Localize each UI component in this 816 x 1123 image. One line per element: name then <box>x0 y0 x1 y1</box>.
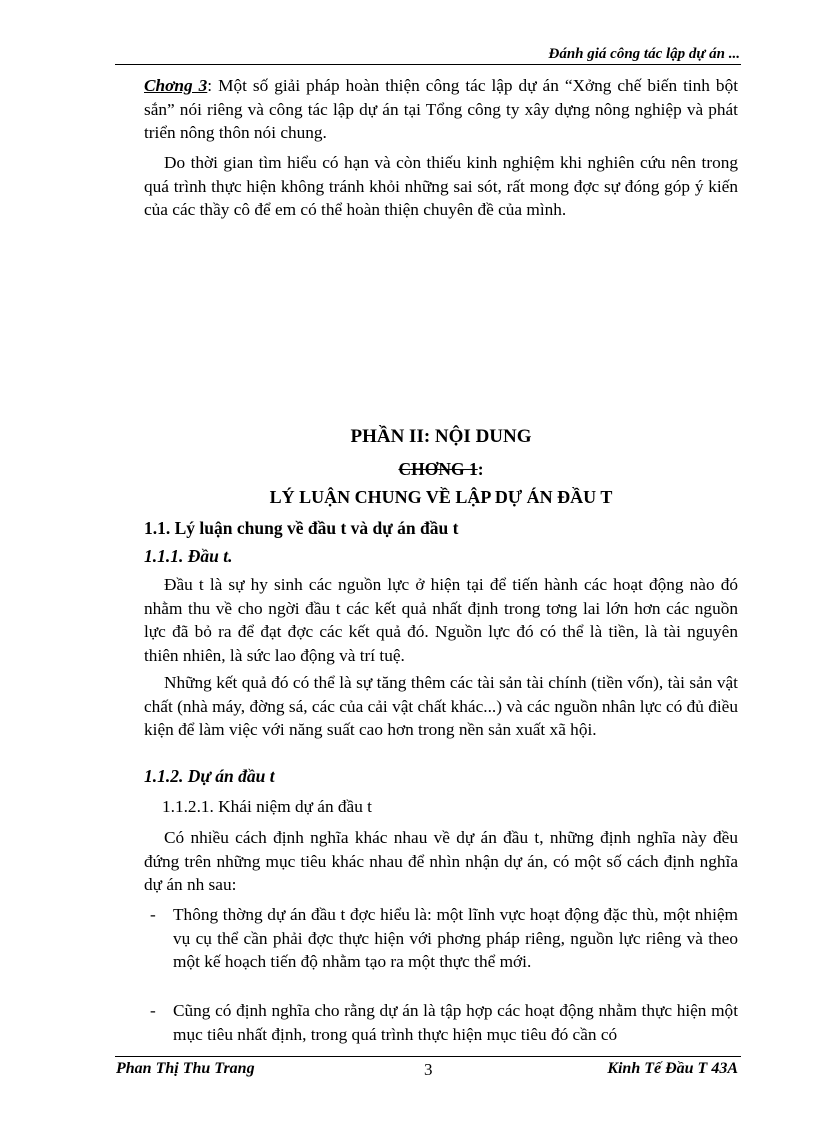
page-number: 3 <box>424 1060 433 1079</box>
list-item-text: Thông thờng dự án đầu t đợc hiểu là: một lĩnh vực hoạt động đặc thù, một nhiệm vụ cụ thể cần phải đợc thực hiện với phơng pháp riêng, nguồn lực riêng và theo một kế hoạch tiến độ nhằm tạo ra một thực thể mới. <box>173 905 738 971</box>
chapter-title: LÝ LUẬN CHUNG VỀ LẬP DỰ ÁN ĐẦU T <box>269 487 613 507</box>
investment-definition-paragraph: Đầu t là sự hy sinh các nguồn lực ở hiện tại để tiến hành các hoạt động nào đó nhằm thu về cho ngời đầu t các kết quả nhất định trong tơng lai lớn hơn các nguồn lực đã bỏ ra để đạt đợc các kết quả đó. Nguồn lực đó có thể là tiền, là tài nguyên thiên nhiên, là sức lao động và trí tuệ. <box>144 575 738 665</box>
project-definitions-paragraph: Có nhiều cách định nghĩa khác nhau về dự án đầu t, những định nghĩa này đều đứng trên những mục tiêu khác nhau để nhìn nhận dự án, có một số cách định nghĩa dự án nh sau: <box>144 828 738 894</box>
list-item <box>150 999 738 1046</box>
section-1-1-2-1-heading: 1.1.2.1. Khái niệm dự án đầu t <box>162 797 372 816</box>
part-title: PHẦN II: NỘI DUNG <box>350 426 532 447</box>
chapter3-text: : Một số giải pháp hoàn thiện công tác lập dự án “Xởng chế biến tinh bột sắn” nói riêng và công tác lập dự án tại Tổng công ty xây dựng nông nghiệp và phát triển nông thôn nói chung. <box>144 76 739 142</box>
chapter-colon: : <box>477 459 484 479</box>
running-header: Đánh giá công tác lập dự án ... <box>548 46 740 62</box>
investment-results-paragraph: Những kết quả đó có thể là sự tăng thêm các tài sản tài chính (tiền vốn), tài sản vật chất (nhà máy, đờng sá, các của cải vật chất khác...) và các nguồn nhân lực có đủ điều kiện để làm việc với năng suất cao hơn trong nền sản xuất xã hội. <box>144 673 738 739</box>
footer-rule <box>115 1056 741 1057</box>
chapter3-label: Chơng 3 <box>144 76 208 95</box>
bullet-dash: - <box>150 1001 156 1020</box>
bullet-dash: - <box>150 905 156 924</box>
footer-author: Phan Thị Thu Trang <box>116 1060 255 1077</box>
chapter-label: CHƠNG 1 <box>398 459 478 479</box>
list-item-text: Cũng có định nghĩa cho rằng dự án là tập hợp các hoạt động nhằm thực hiện một mục tiêu nhất định, trong quá trình thực hiện mục tiêu đó cần có <box>173 1001 738 1044</box>
section-1-1-1-heading: 1.1.1. Đầu t. <box>144 546 233 566</box>
chapter3-paragraph <box>144 74 738 145</box>
list-item <box>150 903 738 974</box>
closing-paragraph: Do thời gian tìm hiểu có hạn và còn thiếu kinh nghiệm khi nghiên cứu nên trong quá trình thực hiện không tránh khỏi những sai sót, rất mong đợc sự đóng góp ý kiến của các thầy cô để em có thể hoàn thiện chuyên đề của mình. <box>144 153 738 219</box>
section-1-1-2-heading: 1.1.2. Dự án đầu t <box>144 766 275 786</box>
section-1-1-heading: 1.1. Lý luận chung về đầu t và dự án đầu t <box>144 518 459 538</box>
header-rule <box>115 64 741 65</box>
chapter-label-line <box>144 459 738 480</box>
footer-class: Kinh Tế Đầu T 43A <box>607 1060 738 1077</box>
